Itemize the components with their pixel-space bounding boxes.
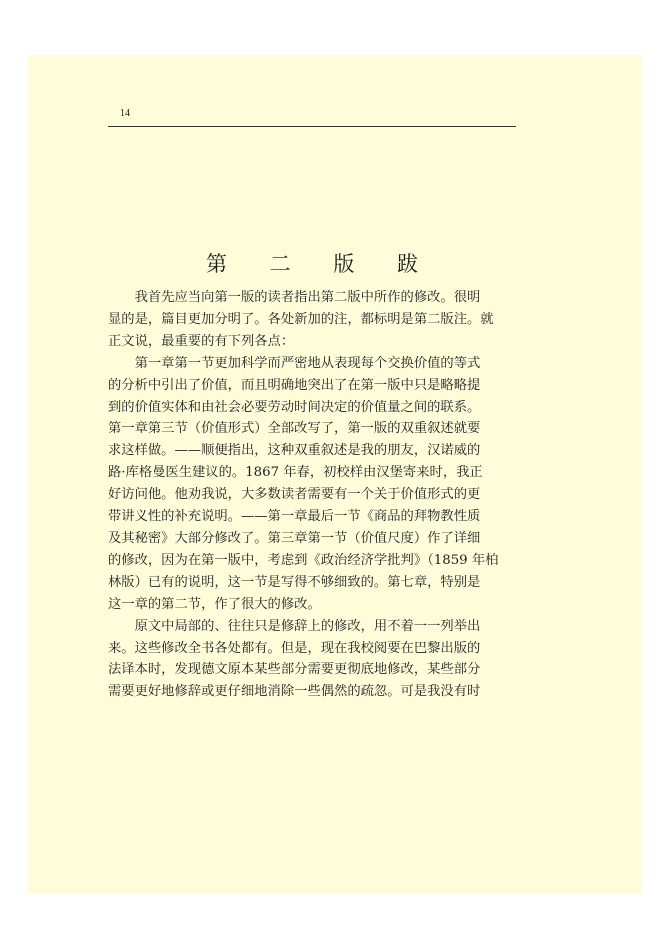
paragraph-3: 原文中局部的、往往只是修辞上的修改，用不着一一列举出 来。这些修改全书各处都有。但是，现在我校阅要在巴黎出版的 法译本时，发现德文原本某些部分需要更彻底地修改，某些部分 需要更好地修辞或更仔细地消除一些偶然的疏忽。可是我没有时	[108, 618, 481, 700]
body-text	[108, 287, 516, 703]
paragraph-1: 我首先应当向第一版的读者指出第二版中所作的修改。很明 显的是，篇目更加分明了。各处新加的注，都标明是第二版注。就 正文说，最重要的有下列各点：	[108, 290, 494, 349]
chapter-title: 第 二 版 跋	[205, 252, 437, 276]
page-number: 14	[120, 108, 130, 119]
header-rule	[108, 126, 516, 127]
paragraph-2: 第一章第一节更加科学而严密地从表现每个交换价值的等式 的分析中引出了价值，而且明确地突出了在第一版中只是略略提 到的价值实体和由社会必要劳动时间决定的价值量之间的联系。 第一章第三节（价值形式）全部改写了，第一版的双重叙述就要 求这样做。——顺便指出，这种双重叙述是我的朋友，汉诺威的 路·库格曼医生建议的。1867 年春，初校样由汉堡寄来时，我正 好访问他。他劝我说，大多数读者需要有一个关于价值形式的更 带讲义性的补充说明。——第一章最后一节《商品的拜物教性质 及其秘密》大部分修改了。第三章第一节（价值尺度）作了详细 的修改，因为在第一版中，考虑到《政治经济学批判》（1859 年柏 林版）已有的说明，这一节是写得不够细致的。第七章，特别是 这一章的第二节，作了很大的修改。	[108, 355, 499, 612]
